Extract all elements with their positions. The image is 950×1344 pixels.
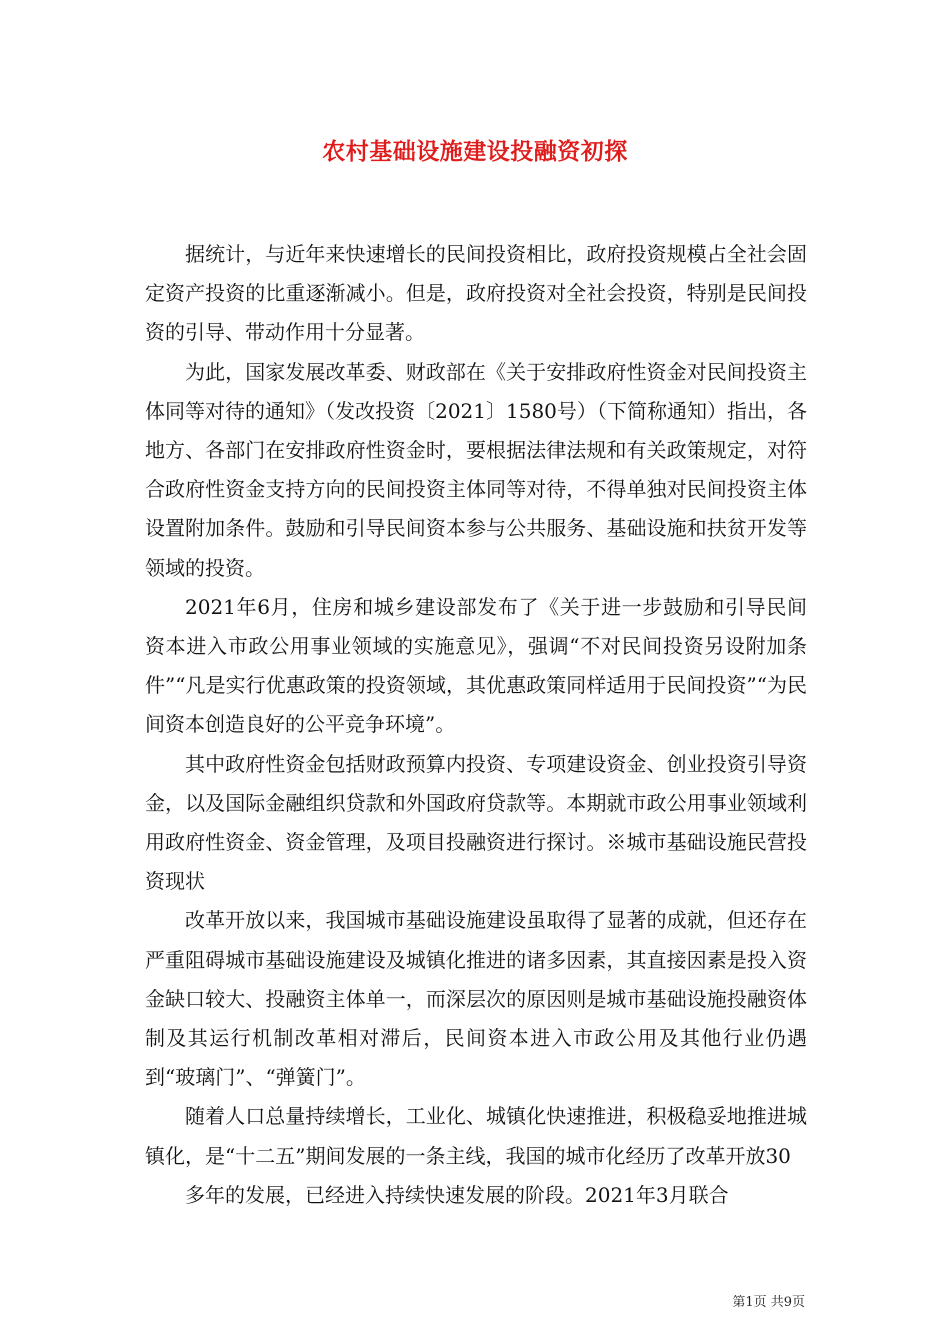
paragraph: 多年的发展，已经进入持续快速发展的阶段。2021年3月联合	[185, 1182, 729, 1207]
document-title: 农村基础设施建设投融资初探	[322, 138, 628, 165]
paragraph: 据统计，与近年来快速增长的民间投资相比，政府投资规模占全社会固定资产投资的比重逐渐减小。但是，政府投资对全社会投资，特别是民间投资的引导、带动作用十分显著。	[145, 242, 807, 345]
page-number-footer: 第1页 共9页	[732, 1295, 805, 1310]
paragraph: 随着人口总量持续增长，工业化、城镇化快速推进，积极稳妥地推进城镇化，是“十二五”期间发展的一条主线，我国的城市化经历了改革开放30	[145, 1104, 807, 1168]
paragraph: 其中政府性资金包括财政预算内投资、专项建设资金、创业投资引导资金，以及国际金融组织贷款和外国政府贷款等。本期就市政公用事业领域利用政府性资金、资金管理，及项目投融资进行探讨。※城市基础设施民营投资现状	[145, 751, 807, 894]
paragraph: 为此，国家发展改革委、财政部在《关于安排政府性资金对民间投资主体同等对待的通知》（发改投资〔2021〕1580号）（下简称通知）指出，各地方、各部门在安排政府性资金时，要根据法律法规和有关政策规定，对符合政府性资金支持方向的民间投资主体同等对待，不得单独对民间投资主体设置附加条件。鼓励和引导民间资本参与公共服务、基础设施和扶贫开发等领域的投资。	[145, 359, 807, 580]
document-body	[145, 235, 807, 1215]
paragraph: 2021年6月，住房和城乡建设部发布了《关于进一步鼓励和引导民间资本进入市政公用事业领域的实施意见》，强调“不对民间投资另设附加条件”“凡是实行优惠政策的投资领域，其优惠政策同样适用于民间投资”“为民间资本创造良好的公平竞争环境”。	[145, 594, 807, 737]
paragraph: 改革开放以来，我国城市基础设施建设虽取得了显著的成就，但还存在严重阻碍城市基础设施建设及城镇化推进的诸多因素，其直接因素是投入资金缺口较大、投融资主体单一，而深层次的原因则是城市基础设施投融资体制及其运行机制改革相对滞后，民间资本进入市政公用及其他行业仍遇到“玻璃门”、“弹簧门”。	[145, 908, 807, 1090]
